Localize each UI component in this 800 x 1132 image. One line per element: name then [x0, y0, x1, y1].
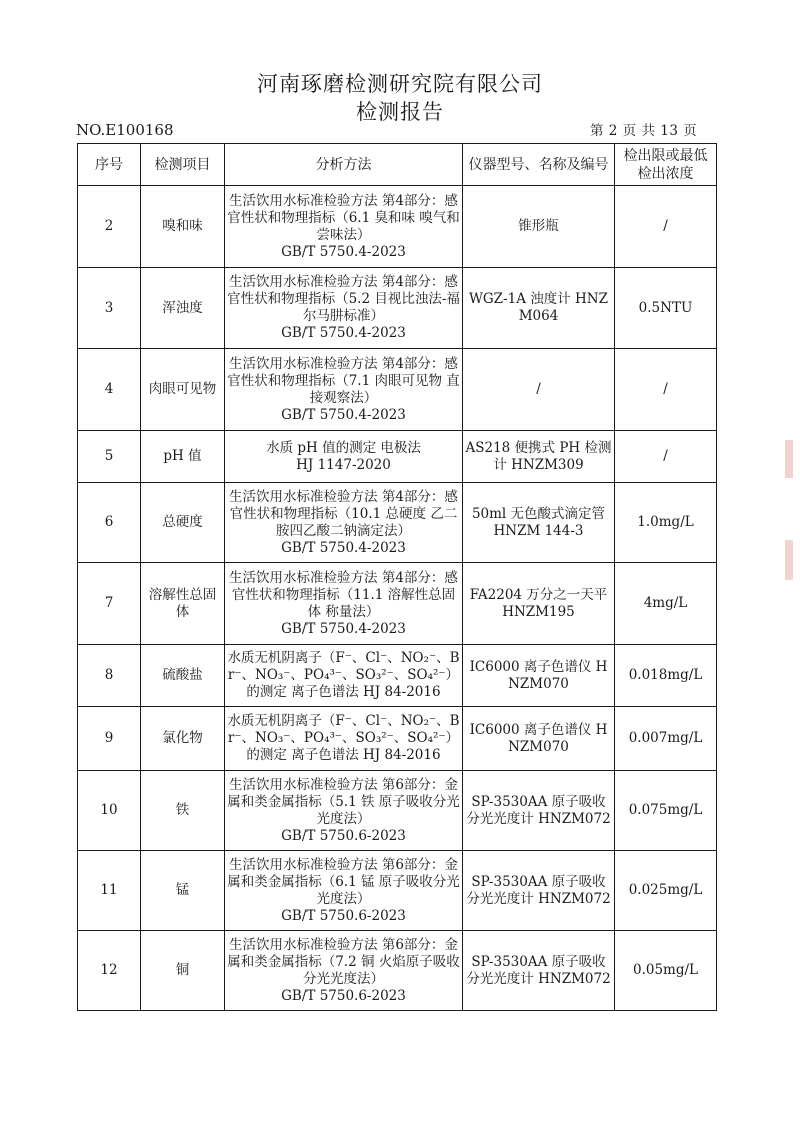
row-limit: 0.018mg/L: [615, 645, 717, 707]
row-item: 硫酸盐: [141, 645, 225, 707]
row-item: 氯化物: [141, 707, 225, 771]
table-row: [78, 707, 717, 771]
row-limit: /: [615, 349, 717, 431]
col-header-instrument: 仪器型号、名称及编号: [463, 144, 615, 186]
row-no: 5: [78, 431, 141, 483]
table-row: [78, 563, 717, 645]
method-text: 生活饮用水标准检验方法 第6部分：金属和类金属指标（6.1 锰 原子吸收分光光度法）: [227, 856, 460, 907]
row-limit: 0.05mg/L: [615, 931, 717, 1011]
method-standard: GB/T 5750.4-2023: [281, 406, 406, 423]
method-text: 生活饮用水标准检验方法 第4部分：感官性状和物理指标（11.1 溶解性总固体 称量法）: [229, 569, 458, 620]
method-text: 生活饮用水标准检验方法 第4部分：感官性状和物理指标（5.2 目视比浊法-福尔马肼标准）: [227, 274, 460, 324]
method-standard: GB/T 5750.6-2023: [281, 907, 406, 924]
row-instrument: SP-3530AA 原子吸收分光光度计 HNZM072: [463, 771, 615, 851]
method-text: 生活饮用水标准检验方法 第6部分：金属和类金属指标（5.1 铁 原子吸收分光光度法）: [227, 776, 460, 827]
row-method: [225, 268, 463, 349]
table-row: [78, 431, 717, 483]
document-number: NO.E100168: [76, 121, 174, 139]
row-method: [225, 563, 463, 645]
table-row: [78, 186, 717, 268]
col-header-limit: 检出限或最低检出浓度: [615, 144, 717, 186]
row-limit: /: [615, 431, 717, 483]
binding-mark: [785, 540, 793, 580]
method-ions: 水质无机阴离子（F⁻、Cl⁻、NO₂⁻、Br⁻、NO₃⁻、PO₄³⁻、SO₃²⁻、SO₄²⁻）: [227, 650, 460, 683]
row-no: 8: [78, 645, 141, 707]
row-limit: 1.0mg/L: [615, 483, 717, 563]
table-row: [78, 483, 717, 563]
method-text: 生活饮用水标准检验方法 第4部分：感官性状和物理指标（10.1 总硬度 乙二胺四乙酸二钠滴定法）: [229, 488, 458, 539]
method-standard: GB/T 5750.4-2023: [281, 539, 406, 556]
row-limit: 4mg/L: [615, 563, 717, 645]
row-method: [225, 771, 463, 851]
method-standard: HJ 1147-2020: [296, 456, 391, 473]
row-item: pH 值: [141, 431, 225, 483]
method-text: 生活饮用水标准检验方法 第4部分：感官性状和物理指标（7.1 肉眼可见物 直接观察法）: [227, 355, 460, 406]
row-limit: 0.025mg/L: [615, 851, 717, 931]
col-header-no: 序号: [78, 144, 141, 186]
method-standard: GB/T 5750.4-2023: [281, 243, 406, 260]
row-limit: 0.007mg/L: [615, 707, 717, 771]
row-no: 9: [78, 707, 141, 771]
row-item: 铁: [141, 771, 225, 851]
method-standard: GB/T 5750.4-2023: [281, 325, 406, 341]
row-method: [225, 851, 463, 931]
table-row: [78, 851, 717, 931]
method-standard: GB/T 5750.6-2023: [281, 987, 406, 1004]
row-item: 浑浊度: [141, 268, 225, 349]
row-no: 7: [78, 563, 141, 645]
row-item: 总硬度: [141, 483, 225, 563]
row-method: [225, 645, 463, 707]
row-instrument: WGZ-1A 浊度计 HNZM064: [463, 268, 615, 349]
row-no: 2: [78, 186, 141, 268]
row-method: [225, 431, 463, 483]
row-no: 11: [78, 851, 141, 931]
method-tail: 的测定 离子色谱法 HJ 84-2016: [246, 747, 441, 763]
row-method: [225, 349, 463, 431]
row-no: 3: [78, 268, 141, 349]
table-row: [78, 349, 717, 431]
row-method: [225, 483, 463, 563]
row-instrument: 50ml 无色酸式滴定管 HNZM 144-3: [463, 483, 615, 563]
table-row: [78, 645, 717, 707]
table-header-row: [78, 144, 717, 186]
row-instrument: SP-3530AA 原子吸收分光光度计 HNZM072: [463, 931, 615, 1011]
row-no: 4: [78, 349, 141, 431]
row-item: 溶解性总固体: [141, 563, 225, 645]
row-method: [225, 186, 463, 268]
row-instrument: FA2204 万分之一天平 HNZM195: [463, 563, 615, 645]
company-name: 河南琢磨检测研究院有限公司: [257, 72, 543, 96]
table-row: [78, 931, 717, 1011]
row-no: 10: [78, 771, 141, 851]
method-text: 生活饮用水标准检验方法 第4部分：感官性状和物理指标（6.1 臭和味 嗅气和尝味法）: [227, 192, 460, 243]
method-standard: GB/T 5750.6-2023: [281, 827, 406, 844]
method-text: 生活饮用水标准检验方法 第6部分：金属和类金属指标（7.2 铜 火焰原子吸收分光光度法）: [227, 936, 460, 987]
table-row: [78, 268, 717, 349]
row-instrument: IC6000 离子色谱仪 HNZM070: [463, 645, 615, 707]
row-method: [225, 931, 463, 1011]
method-ions: 水质无机阴离子（F⁻、Cl⁻、NO₂⁻、Br⁻、NO₃⁻、PO₄³⁻、SO₃²⁻、SO₄²⁻）: [227, 713, 460, 746]
method-standard: GB/T 5750.4-2023: [281, 620, 406, 637]
row-no: 6: [78, 483, 141, 563]
row-no: 12: [78, 931, 141, 1011]
binding-mark: [785, 440, 793, 478]
method-tail: 的测定 离子色谱法 HJ 84-2016: [246, 684, 441, 700]
row-item: 铜: [141, 931, 225, 1011]
table-row: [78, 771, 717, 851]
col-header-item: 检测项目: [141, 144, 225, 186]
results-table: [77, 143, 717, 1011]
row-method: [225, 707, 463, 771]
row-instrument: IC6000 离子色谱仪 HNZM070: [463, 707, 615, 771]
row-item: 锰: [141, 851, 225, 931]
row-item: 嗅和味: [141, 186, 225, 268]
row-instrument: SP-3530AA 原子吸收分光光度计 HNZM072: [463, 851, 615, 931]
row-limit: 0.5NTU: [615, 268, 717, 349]
row-limit: 0.075mg/L: [615, 771, 717, 851]
method-text: 水质 pH 值的测定 电极法: [266, 439, 421, 456]
row-limit: /: [615, 186, 717, 268]
report-title: 检测报告: [356, 100, 444, 124]
row-instrument: AS218 便携式 PH 检测计 HNZM309: [463, 431, 615, 483]
page-indicator: 第 2 页 共 13 页: [590, 123, 698, 139]
row-instrument: /: [463, 349, 615, 431]
col-header-method: 分析方法: [225, 144, 463, 186]
row-instrument: 锥形瓶: [463, 186, 615, 268]
row-item: 肉眼可见物: [141, 349, 225, 431]
